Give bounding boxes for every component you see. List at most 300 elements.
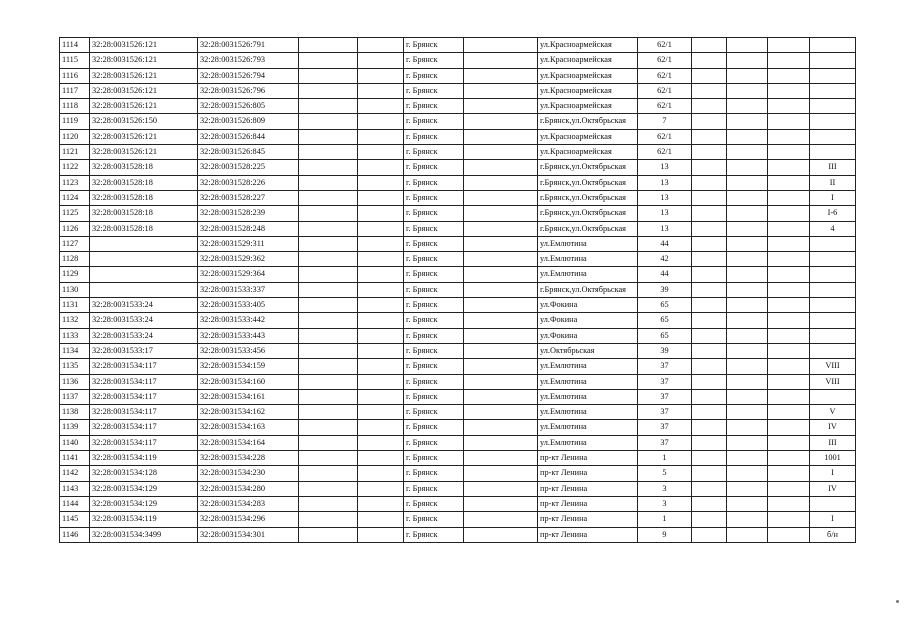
table-row <box>60 175 856 190</box>
parent-cadastral-cell: 32:28:0031534:117 <box>90 405 198 420</box>
apartment-cell: I-6 <box>810 206 856 221</box>
apartment-cell: 1001 <box>810 451 856 466</box>
empty-cell <box>464 145 538 160</box>
empty-cell <box>692 99 727 114</box>
row-number-cell: 1115 <box>60 53 90 68</box>
empty-cell <box>358 313 404 328</box>
apartment-cell <box>810 328 856 343</box>
empty-cell <box>464 53 538 68</box>
empty-cell <box>768 53 810 68</box>
row-number-cell: 1118 <box>60 99 90 114</box>
empty-cell <box>727 221 768 236</box>
city-cell: г. Брянск <box>404 313 464 328</box>
cadastral-number-cell: 32:28:0031534:159 <box>198 359 299 374</box>
apartment-cell <box>810 38 856 53</box>
row-number-cell: 1141 <box>60 451 90 466</box>
empty-cell <box>358 359 404 374</box>
parent-cadastral-cell <box>90 252 198 267</box>
street-cell: ул.Емлютина <box>538 405 638 420</box>
parent-cadastral-cell <box>90 267 198 282</box>
cadastral-number-cell: 32:28:0031533:405 <box>198 298 299 313</box>
empty-cell <box>692 83 727 98</box>
empty-cell <box>692 313 727 328</box>
row-number-cell: 1132 <box>60 313 90 328</box>
parent-cadastral-cell: 32:28:0031534:128 <box>90 466 198 481</box>
empty-cell <box>299 206 358 221</box>
empty-cell <box>692 190 727 205</box>
empty-cell <box>727 114 768 129</box>
house-number-cell: 9 <box>638 527 692 542</box>
empty-cell <box>299 160 358 175</box>
empty-cell <box>358 38 404 53</box>
empty-cell <box>464 206 538 221</box>
empty-cell <box>299 190 358 205</box>
empty-cell <box>692 129 727 144</box>
street-cell: ул.Октябрьская <box>538 343 638 358</box>
empty-cell <box>299 374 358 389</box>
house-number-cell: 44 <box>638 236 692 251</box>
table-row <box>60 160 856 175</box>
parent-cadastral-cell: 32:28:0031526:121 <box>90 68 198 83</box>
cadastral-number-cell: 32:28:0031526:844 <box>198 129 299 144</box>
city-cell: г. Брянск <box>404 160 464 175</box>
city-cell: г. Брянск <box>404 99 464 114</box>
apartment-cell: IV <box>810 420 856 435</box>
row-number-cell: 1133 <box>60 328 90 343</box>
cadastral-number-cell: 32:28:0031528:248 <box>198 221 299 236</box>
empty-cell <box>299 252 358 267</box>
empty-cell <box>358 267 404 282</box>
street-cell: г.Брянск,ул.Октябрьская <box>538 190 638 205</box>
row-number-cell: 1124 <box>60 190 90 205</box>
empty-cell <box>358 68 404 83</box>
parent-cadastral-cell: 32:28:0031534:117 <box>90 435 198 450</box>
empty-cell <box>464 313 538 328</box>
street-cell: ул.Емлютина <box>538 236 638 251</box>
street-cell: пр-кт Ленина <box>538 451 638 466</box>
house-number-cell: 13 <box>638 206 692 221</box>
house-number-cell: 62/1 <box>638 38 692 53</box>
empty-cell <box>692 175 727 190</box>
empty-cell <box>768 99 810 114</box>
parent-cadastral-cell <box>90 282 198 297</box>
parent-cadastral-cell: 32:28:0031534:129 <box>90 481 198 496</box>
empty-cell <box>358 405 404 420</box>
empty-cell <box>358 53 404 68</box>
cadastral-number-cell: 32:28:0031526:809 <box>198 114 299 129</box>
empty-cell <box>692 160 727 175</box>
table-row <box>60 282 856 297</box>
empty-cell <box>768 206 810 221</box>
street-cell: пр-кт Ленина <box>538 466 638 481</box>
empty-cell <box>464 435 538 450</box>
empty-cell <box>299 420 358 435</box>
empty-cell <box>768 405 810 420</box>
empty-cell <box>464 389 538 404</box>
empty-cell <box>358 114 404 129</box>
cadastral-number-cell: 32:28:0031534:283 <box>198 496 299 511</box>
empty-cell <box>768 435 810 450</box>
street-cell: ул.Красноармейская <box>538 68 638 83</box>
cadastral-number-cell: 32:28:0031534:160 <box>198 374 299 389</box>
city-cell: г. Брянск <box>404 206 464 221</box>
parent-cadastral-cell: 32:28:0031534:117 <box>90 374 198 389</box>
registry-table <box>59 37 856 543</box>
empty-cell <box>464 129 538 144</box>
cadastral-number-cell: 32:28:0031526:793 <box>198 53 299 68</box>
empty-cell <box>768 267 810 282</box>
street-cell: ул.Фокина <box>538 328 638 343</box>
parent-cadastral-cell: 32:28:0031528:18 <box>90 175 198 190</box>
empty-cell <box>768 343 810 358</box>
cadastral-number-cell: 32:28:0031526:791 <box>198 38 299 53</box>
empty-cell <box>727 420 768 435</box>
cadastral-number-cell: 32:28:0031534:162 <box>198 405 299 420</box>
city-cell: г. Брянск <box>404 236 464 251</box>
empty-cell <box>464 252 538 267</box>
table-row <box>60 267 856 282</box>
empty-cell <box>768 175 810 190</box>
cadastral-number-cell: 32:28:0031528:225 <box>198 160 299 175</box>
city-cell: г. Брянск <box>404 190 464 205</box>
empty-cell <box>358 328 404 343</box>
empty-cell <box>692 53 727 68</box>
parent-cadastral-cell: 32:28:0031534:117 <box>90 359 198 374</box>
empty-cell <box>727 267 768 282</box>
empty-cell <box>299 53 358 68</box>
apartment-cell: IV <box>810 481 856 496</box>
empty-cell <box>727 359 768 374</box>
city-cell: г. Брянск <box>404 512 464 527</box>
street-cell: ул.Красноармейская <box>538 83 638 98</box>
street-cell: ул.Емлютина <box>538 435 638 450</box>
empty-cell <box>358 190 404 205</box>
table-row <box>60 389 856 404</box>
table-row <box>60 359 856 374</box>
street-cell: ул.Емлютина <box>538 267 638 282</box>
empty-cell <box>358 252 404 267</box>
apartment-cell <box>810 83 856 98</box>
empty-cell <box>358 160 404 175</box>
empty-cell <box>464 99 538 114</box>
city-cell: г. Брянск <box>404 527 464 542</box>
empty-cell <box>299 129 358 144</box>
empty-cell <box>768 221 810 236</box>
empty-cell <box>692 236 727 251</box>
street-cell: г.Брянск,ул.Октябрьская <box>538 114 638 129</box>
empty-cell <box>464 496 538 511</box>
table-row <box>60 129 856 144</box>
city-cell: г. Брянск <box>404 114 464 129</box>
empty-cell <box>464 267 538 282</box>
street-cell: ул.Емлютина <box>538 252 638 267</box>
cadastral-number-cell: 32:28:0031529:362 <box>198 252 299 267</box>
empty-cell <box>464 359 538 374</box>
empty-cell <box>692 512 727 527</box>
empty-cell <box>692 328 727 343</box>
cadastral-number-cell: 32:28:0031534:280 <box>198 481 299 496</box>
apartment-cell: I <box>810 190 856 205</box>
empty-cell <box>768 252 810 267</box>
empty-cell <box>692 359 727 374</box>
empty-cell <box>464 282 538 297</box>
apartment-cell <box>810 114 856 129</box>
street-cell: г.Брянск,ул.Октябрьская <box>538 282 638 297</box>
empty-cell <box>768 68 810 83</box>
row-number-cell: 1143 <box>60 481 90 496</box>
empty-cell <box>727 313 768 328</box>
empty-cell <box>692 298 727 313</box>
row-number-cell: 1128 <box>60 252 90 267</box>
empty-cell <box>727 527 768 542</box>
house-number-cell: 37 <box>638 420 692 435</box>
apartment-cell <box>810 313 856 328</box>
empty-cell <box>692 282 727 297</box>
empty-cell <box>727 328 768 343</box>
empty-cell <box>299 236 358 251</box>
house-number-cell: 65 <box>638 328 692 343</box>
city-cell: г. Брянск <box>404 53 464 68</box>
apartment-cell: 4 <box>810 221 856 236</box>
apartment-cell <box>810 129 856 144</box>
table-row <box>60 83 856 98</box>
house-number-cell: 62/1 <box>638 145 692 160</box>
city-cell: г. Брянск <box>404 221 464 236</box>
empty-cell <box>727 466 768 481</box>
street-cell: ул.Емлютина <box>538 389 638 404</box>
house-number-cell: 37 <box>638 435 692 450</box>
empty-cell <box>692 145 727 160</box>
table-row <box>60 252 856 267</box>
parent-cadastral-cell: 32:28:0031533:24 <box>90 313 198 328</box>
empty-cell <box>299 145 358 160</box>
house-number-cell: 5 <box>638 466 692 481</box>
house-number-cell: 42 <box>638 252 692 267</box>
cadastral-number-cell: 32:28:0031528:227 <box>198 190 299 205</box>
house-number-cell: 37 <box>638 389 692 404</box>
apartment-cell <box>810 389 856 404</box>
empty-cell <box>768 129 810 144</box>
city-cell: г. Брянск <box>404 83 464 98</box>
table-row <box>60 374 856 389</box>
cadastral-number-cell: 32:28:0031533:456 <box>198 343 299 358</box>
empty-cell <box>358 466 404 481</box>
table-row <box>60 68 856 83</box>
empty-cell <box>727 405 768 420</box>
house-number-cell: 39 <box>638 343 692 358</box>
city-cell: г. Брянск <box>404 435 464 450</box>
empty-cell <box>464 328 538 343</box>
apartment-cell <box>810 236 856 251</box>
street-cell: г.Брянск,ул.Октябрьская <box>538 221 638 236</box>
city-cell: г. Брянск <box>404 145 464 160</box>
parent-cadastral-cell: 32:28:0031533:24 <box>90 328 198 343</box>
city-cell: г. Брянск <box>404 481 464 496</box>
cadastral-number-cell: 32:28:0031526:845 <box>198 145 299 160</box>
table-row <box>60 114 856 129</box>
street-cell: г.Брянск,ул.Октябрьская <box>538 175 638 190</box>
house-number-cell: 13 <box>638 221 692 236</box>
row-number-cell: 1135 <box>60 359 90 374</box>
apartment-cell: III <box>810 160 856 175</box>
empty-cell <box>768 527 810 542</box>
empty-cell <box>692 267 727 282</box>
street-cell: г.Брянск,ул.Октябрьская <box>538 206 638 221</box>
house-number-cell: 1 <box>638 512 692 527</box>
house-number-cell: 39 <box>638 282 692 297</box>
empty-cell <box>768 38 810 53</box>
empty-cell <box>358 282 404 297</box>
apartment-cell <box>810 252 856 267</box>
cadastral-number-cell: 32:28:0031529:364 <box>198 267 299 282</box>
empty-cell <box>358 420 404 435</box>
empty-cell <box>727 99 768 114</box>
empty-cell <box>464 190 538 205</box>
table-row <box>60 405 856 420</box>
empty-cell <box>464 83 538 98</box>
row-number-cell: 1121 <box>60 145 90 160</box>
table-row <box>60 496 856 511</box>
parent-cadastral-cell: 32:28:0031528:18 <box>90 221 198 236</box>
empty-cell <box>358 435 404 450</box>
row-number-cell: 1126 <box>60 221 90 236</box>
city-cell: г. Брянск <box>404 252 464 267</box>
empty-cell <box>299 343 358 358</box>
empty-cell <box>692 466 727 481</box>
empty-cell <box>727 435 768 450</box>
cadastral-number-cell: 32:28:0031534:163 <box>198 420 299 435</box>
empty-cell <box>727 206 768 221</box>
street-cell: ул.Фокина <box>538 313 638 328</box>
street-cell: пр-кт Ленина <box>538 496 638 511</box>
row-number-cell: 1130 <box>60 282 90 297</box>
empty-cell <box>358 145 404 160</box>
empty-cell <box>358 389 404 404</box>
apartment-cell: VIII <box>810 359 856 374</box>
parent-cadastral-cell: 32:28:0031526:121 <box>90 83 198 98</box>
empty-cell <box>299 527 358 542</box>
empty-cell <box>768 145 810 160</box>
apartment-cell <box>810 298 856 313</box>
parent-cadastral-cell: 32:28:0031526:150 <box>90 114 198 129</box>
empty-cell <box>358 236 404 251</box>
row-number-cell: 1125 <box>60 206 90 221</box>
apartment-cell <box>810 343 856 358</box>
empty-cell <box>692 420 727 435</box>
street-cell: ул.Красноармейская <box>538 145 638 160</box>
street-cell: ул.Красноармейская <box>538 53 638 68</box>
empty-cell <box>299 405 358 420</box>
table-row <box>60 328 856 343</box>
city-cell: г. Брянск <box>404 451 464 466</box>
house-number-cell: 37 <box>638 374 692 389</box>
empty-cell <box>464 451 538 466</box>
apartment-cell: I <box>810 466 856 481</box>
empty-cell <box>768 389 810 404</box>
table-row <box>60 298 856 313</box>
cadastral-number-cell: 32:28:0031534:296 <box>198 512 299 527</box>
street-cell: ул.Красноармейская <box>538 38 638 53</box>
house-number-cell: 37 <box>638 405 692 420</box>
empty-cell <box>727 145 768 160</box>
empty-cell <box>299 99 358 114</box>
empty-cell <box>358 83 404 98</box>
empty-cell <box>358 343 404 358</box>
cadastral-number-cell: 32:28:0031533:337 <box>198 282 299 297</box>
empty-cell <box>692 252 727 267</box>
empty-cell <box>727 481 768 496</box>
apartment-cell <box>810 267 856 282</box>
row-number-cell: 1134 <box>60 343 90 358</box>
scan-speck <box>896 600 899 603</box>
table-row <box>60 481 856 496</box>
empty-cell <box>727 175 768 190</box>
empty-cell <box>358 512 404 527</box>
cadastral-number-cell: 32:28:0031534:164 <box>198 435 299 450</box>
apartment-cell <box>810 145 856 160</box>
empty-cell <box>299 451 358 466</box>
row-number-cell: 1139 <box>60 420 90 435</box>
apartment-cell <box>810 496 856 511</box>
empty-cell <box>358 129 404 144</box>
table-row <box>60 145 856 160</box>
empty-cell <box>727 53 768 68</box>
empty-cell <box>727 38 768 53</box>
cadastral-number-cell: 32:28:0031528:226 <box>198 175 299 190</box>
empty-cell <box>692 496 727 511</box>
parent-cadastral-cell: 32:28:0031528:18 <box>90 160 198 175</box>
parent-cadastral-cell: 32:28:0031526:121 <box>90 129 198 144</box>
table-row <box>60 53 856 68</box>
house-number-cell: 62/1 <box>638 83 692 98</box>
row-number-cell: 1146 <box>60 527 90 542</box>
empty-cell <box>299 221 358 236</box>
house-number-cell: 62/1 <box>638 99 692 114</box>
street-cell: пр-кт Ленина <box>538 512 638 527</box>
table-row <box>60 466 856 481</box>
cadastral-number-cell: 32:28:0031529:311 <box>198 236 299 251</box>
parent-cadastral-cell <box>90 236 198 251</box>
row-number-cell: 1117 <box>60 83 90 98</box>
empty-cell <box>768 512 810 527</box>
empty-cell <box>727 282 768 297</box>
table-row <box>60 99 856 114</box>
empty-cell <box>299 481 358 496</box>
empty-cell <box>768 496 810 511</box>
parent-cadastral-cell: 32:28:0031534:117 <box>90 389 198 404</box>
house-number-cell: 3 <box>638 496 692 511</box>
house-number-cell: 62/1 <box>638 68 692 83</box>
city-cell: г. Брянск <box>404 496 464 511</box>
row-number-cell: 1144 <box>60 496 90 511</box>
city-cell: г. Брянск <box>404 328 464 343</box>
row-number-cell: 1119 <box>60 114 90 129</box>
city-cell: г. Брянск <box>404 389 464 404</box>
empty-cell <box>464 175 538 190</box>
street-cell: г.Брянск,ул.Октябрьская <box>538 160 638 175</box>
apartment-cell: I <box>810 512 856 527</box>
empty-cell <box>768 328 810 343</box>
empty-cell <box>727 374 768 389</box>
empty-cell <box>358 206 404 221</box>
empty-cell <box>299 328 358 343</box>
empty-cell <box>464 527 538 542</box>
city-cell: г. Брянск <box>404 374 464 389</box>
empty-cell <box>299 298 358 313</box>
empty-cell <box>727 236 768 251</box>
house-number-cell: 13 <box>638 175 692 190</box>
table-row <box>60 236 856 251</box>
